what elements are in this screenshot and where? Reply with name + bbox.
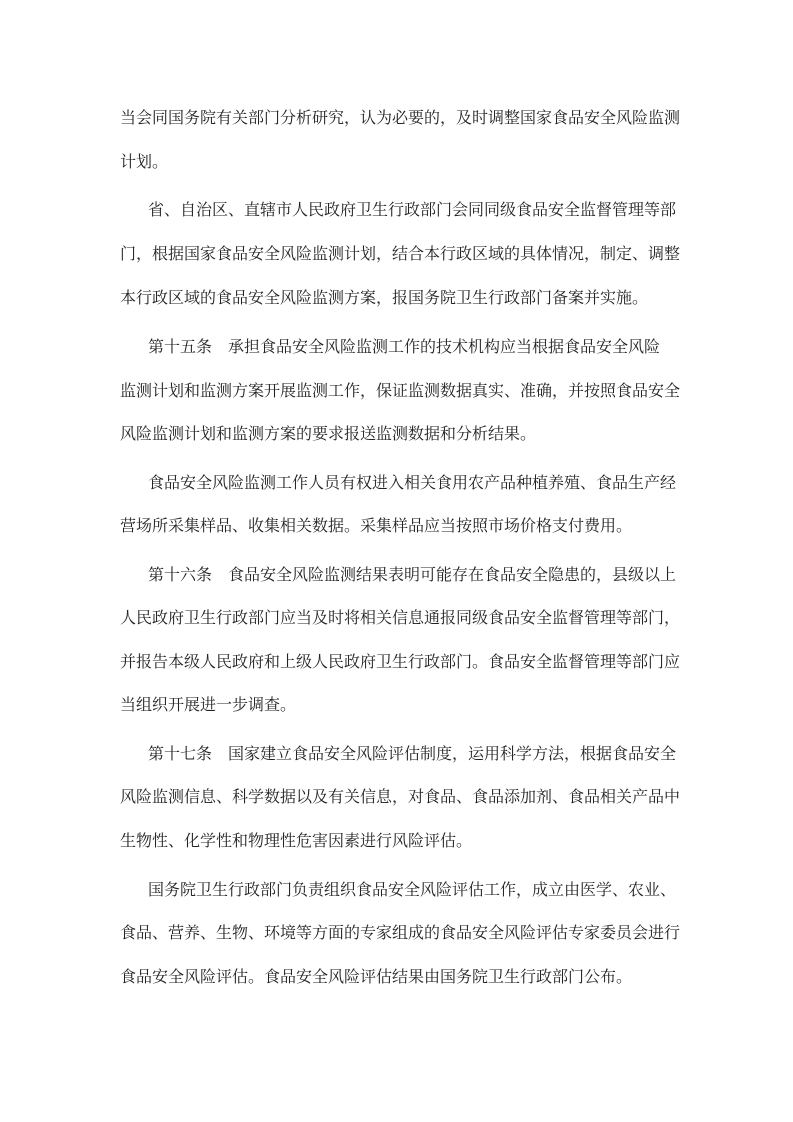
article-number: 第十六条 bbox=[148, 565, 213, 584]
paragraph-line: 食品安全风险监测工作人员有权进入相关食用农产品种植养殖、食品生产经 bbox=[148, 473, 677, 492]
paragraph-line: 本行政区域的食品安全风险监测方案，报国务院卫生行政部门备案并实施。 bbox=[120, 288, 649, 307]
paragraph-line: 风险监测计划和监测方案的要求报送监测数据和分析结果。 bbox=[120, 424, 537, 443]
paragraph-line: 当组织开展进一步调查。 bbox=[120, 695, 297, 714]
paragraph-line: 省、自治区、直辖市人民政府卫生行政部门会同同级食品安全监督管理等部 bbox=[148, 200, 677, 219]
paragraph-line: 门，根据国家食品安全风险监测计划，结合本行政区域的具体情况，制定、调整 bbox=[120, 244, 681, 263]
article-number: 第十五条 bbox=[148, 337, 213, 356]
paragraph-line: 计划。 bbox=[120, 152, 169, 171]
article-text: 食品安全风险监测结果表明可能存在食品安全隐患的，县级以上 bbox=[228, 565, 677, 584]
article-number: 第十七条 bbox=[148, 744, 213, 763]
paragraph-line: 风险监测信息、科学数据以及有关信息，对食品、食品添加剂、食品相关产品中 bbox=[120, 787, 681, 806]
article-line bbox=[148, 744, 680, 764]
paragraph-line: 监测计划和监测方案开展监测工作，保证监测数据真实、准确，并按照食品安全 bbox=[120, 381, 681, 400]
article-line bbox=[148, 565, 680, 585]
article-line bbox=[148, 337, 680, 357]
paragraph-line: 当会同国务院有关部门分析研究，认为必要的，及时调整国家食品安全风险监测 bbox=[120, 108, 681, 127]
paragraph-line: 食品、营养、生物、环境等方面的专家组成的食品安全风险评估专家委员会进行 bbox=[120, 923, 681, 942]
paragraph-line: 人民政府卫生行政部门应当及时将相关信息通报同级食品安全监督管理等部门， bbox=[120, 608, 681, 627]
paragraph-line: 生物性、化学性和物理性危害因素进行风险评估。 bbox=[120, 831, 473, 850]
article-text: 承担食品安全风险监测工作的技术机构应当根据食品安全风险 bbox=[228, 337, 661, 356]
paragraph-line: 食品安全风险评估。食品安全风险评估结果由国务院卫生行政部门公布。 bbox=[120, 967, 633, 986]
paragraph-line: 国务院卫生行政部门负责组织食品安全风险评估工作，成立由医学、农业、 bbox=[148, 880, 677, 899]
article-text: 国家建立食品安全风险评估制度，运用科学方法，根据食品安全 bbox=[228, 744, 677, 763]
paragraph-line: 营场所采集样品、收集相关数据。采集样品应当按照市场价格支付费用。 bbox=[120, 516, 633, 535]
paragraph-line: 并报告本级人民政府和上级人民政府卫生行政部门。食品安全监督管理等部门应 bbox=[120, 652, 681, 671]
